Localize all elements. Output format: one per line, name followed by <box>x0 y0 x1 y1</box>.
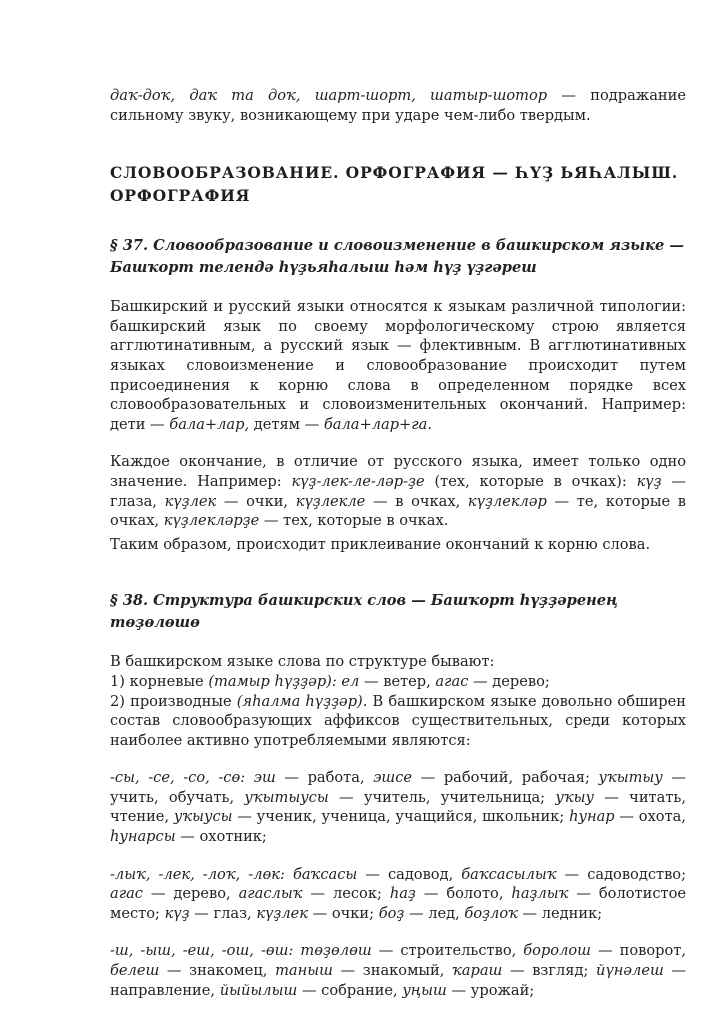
subsection-heading-37: § 37. Словообразование и словоизменение в башкирском языке — Башҡорт телендә һүҙьяһалыш һәм һүҙ үҙгәреш <box>110 237 684 277</box>
paragraph-text: — дерево; <box>468 672 550 690</box>
example-term: агас <box>110 885 143 903</box>
paragraph-text: — взгляд; <box>502 962 597 980</box>
example-term: һунарсы <box>110 828 176 846</box>
paragraph-text: — учить, обучать, <box>110 769 686 806</box>
endings-paragraph <box>110 452 686 530</box>
paragraph-text: 1) корневые <box>110 672 209 690</box>
example-term: уҡытыусы <box>244 788 329 806</box>
paragraph-text: — охотник; <box>175 828 267 846</box>
example-term: һаҙлыҡ <box>511 885 569 903</box>
example-term: күҙ <box>636 472 662 490</box>
example-term: күҙлек <box>164 492 217 510</box>
paragraph-text: детям — <box>249 415 324 433</box>
example-term: эшсе <box>373 769 413 787</box>
example-term: уңыш <box>402 981 447 999</box>
example-term: белеш <box>110 962 160 980</box>
paragraph-text: — знакомый, <box>332 962 453 980</box>
paragraph-text: — ледник; <box>517 904 603 922</box>
paragraph-text: — собрание, <box>297 981 403 999</box>
paragraph-text: — очки, <box>216 492 296 510</box>
paragraph-text: — глаза, <box>110 472 686 510</box>
paragraph-text: — знакомец, <box>159 962 276 980</box>
paragraph-text: — дерево, <box>142 885 239 903</box>
paragraph-text: В башкирском языке довольно обширен состав словообразующих аффиксов существительных, среди которых наиболее активно употребляемыми являются: <box>110 692 686 749</box>
example-term: таныш <box>275 962 333 980</box>
example-term: уҡыу <box>555 788 594 806</box>
paragraph-text: — урожай; <box>446 981 535 999</box>
example-term: боҙлоҡ <box>464 904 518 922</box>
paragraph-text: В башкирском языке слова по структуре бывают: <box>110 653 495 671</box>
example-term: уҡыусы <box>173 808 233 826</box>
paragraph-text: — болото, <box>415 885 512 903</box>
paragraph-text: — ученик, ученица, учащийся, школьник; <box>232 808 570 826</box>
example-term: һунар <box>569 808 615 826</box>
paragraph-text: — работа, <box>275 769 374 787</box>
paragraph-text: (тех, которые в очках): <box>424 472 637 490</box>
example-term: күҙлекләр <box>467 492 547 510</box>
paragraph-text: 2) производные <box>110 692 237 710</box>
section-heading: СЛОВООБРАЗОВАНИЕ. ОРФОГРАФИЯ — ҺҮҘ ЬЯҺАЛЫШ. ОРФОГРАФИЯ <box>110 163 679 206</box>
example-term: йыйылыш <box>219 981 298 999</box>
paragraph-text: — охота, <box>614 808 686 826</box>
example-term: баҡсасылыҡ <box>461 865 557 883</box>
paragraph-text: — строительство, <box>371 942 524 960</box>
paragraph-text: — поворот, <box>591 942 686 960</box>
example-term: күҙ-лек-ле-ләр-ҙе <box>291 472 425 490</box>
example-term: агаслыҡ <box>238 885 303 903</box>
example-term: һаҙ <box>389 885 416 903</box>
paragraph-text: Башкирский и русский языки относятся к языкам различной типологии: башкирский язык по своему морфологическому строю является агглютинативным, а русский язык — флективным. В агглютинативных языках словоизменение и словообразование происходит путем присоединения к корню слова в определенном порядке всех словообразовательных и словоизменительных окончаний. Например: дети — <box>110 298 686 433</box>
structure-paragraph <box>110 652 686 750</box>
typology-paragraph <box>110 297 686 434</box>
paragraph-text: — те, которые в очках, <box>110 492 686 530</box>
paragraph-text: Каждое окончание, в отличие от русского языка, имеет только одно значение. Например: <box>110 453 686 490</box>
paragraph-text: — очки; <box>307 904 379 922</box>
paragraph-text: — глаз, <box>189 904 257 922</box>
example-term: (яһалма һүҙҙәр). <box>236 692 368 710</box>
paragraph-text: — учитель, учительница; <box>328 788 556 806</box>
example-term: агас <box>435 672 469 690</box>
paragraph-text: — болотистое место; <box>110 885 686 922</box>
example-term: күҙлекләрҙе <box>163 512 260 530</box>
italic-term: даҡ-доҡ, даҡ та доҡ, шарт-шорт, шатыр-шотор <box>110 87 548 104</box>
example-term: күҙ <box>164 904 190 922</box>
paragraph-text: — направление, <box>110 962 686 999</box>
example-term: йүнәлеш <box>596 962 664 980</box>
paragraph-text: — садоводство; <box>556 865 686 883</box>
example-term: ҡараш <box>452 962 503 980</box>
example-term: (тамыр һүҙҙәр): ел <box>208 672 360 690</box>
example-term: -лыҡ, -лек, -лоҡ, -лөк: баҡсасы <box>110 865 358 883</box>
paragraph-text: — ветер, <box>359 672 436 690</box>
paragraph-text: — подражание сильному звуку, возникающему при ударе чем-либо твердым. <box>110 87 686 124</box>
paragraph-text: — лесок; <box>302 885 390 903</box>
subsection-heading-38: § 38. Структура башкирских слов — Башҡорт һүҙҙәренең төҙөлөшө <box>110 592 618 632</box>
document-page <box>110 86 686 1000</box>
affix-sh-paragraph <box>110 941 686 1000</box>
example-term: күҙлекле <box>295 492 366 510</box>
affix-lyk-paragraph <box>110 865 686 924</box>
paragraph-text: — лед, <box>404 904 465 922</box>
intro-paragraph <box>110 86 686 125</box>
conclusion-paragraph: Таким образом, происходит приклеивание окончаний к корню слова. <box>110 535 651 553</box>
example-term: -сы, -се, -со, -сө: эш <box>110 769 276 787</box>
example-term: боролош <box>523 942 591 960</box>
paragraph-text: — садовод, <box>357 865 462 883</box>
paragraph-text: — в очках, <box>365 492 468 510</box>
paragraph-text: — тех, которые в очках. <box>259 512 449 530</box>
example-term: бала+лар+га. <box>323 415 432 433</box>
affix-sy-paragraph <box>110 768 686 846</box>
example-term: боҙ <box>378 904 405 922</box>
paragraph-text: — рабочий, рабочая; <box>412 769 599 787</box>
example-term: -ш, -ыш, -еш, -ош, -өш: төҙөлөш <box>110 942 372 960</box>
example-term: уҡытыу <box>598 769 663 787</box>
paragraph-text: — читать, чтение, <box>110 788 686 826</box>
example-term: күҙлек <box>256 904 308 922</box>
example-term: бала+лар, <box>169 415 250 433</box>
